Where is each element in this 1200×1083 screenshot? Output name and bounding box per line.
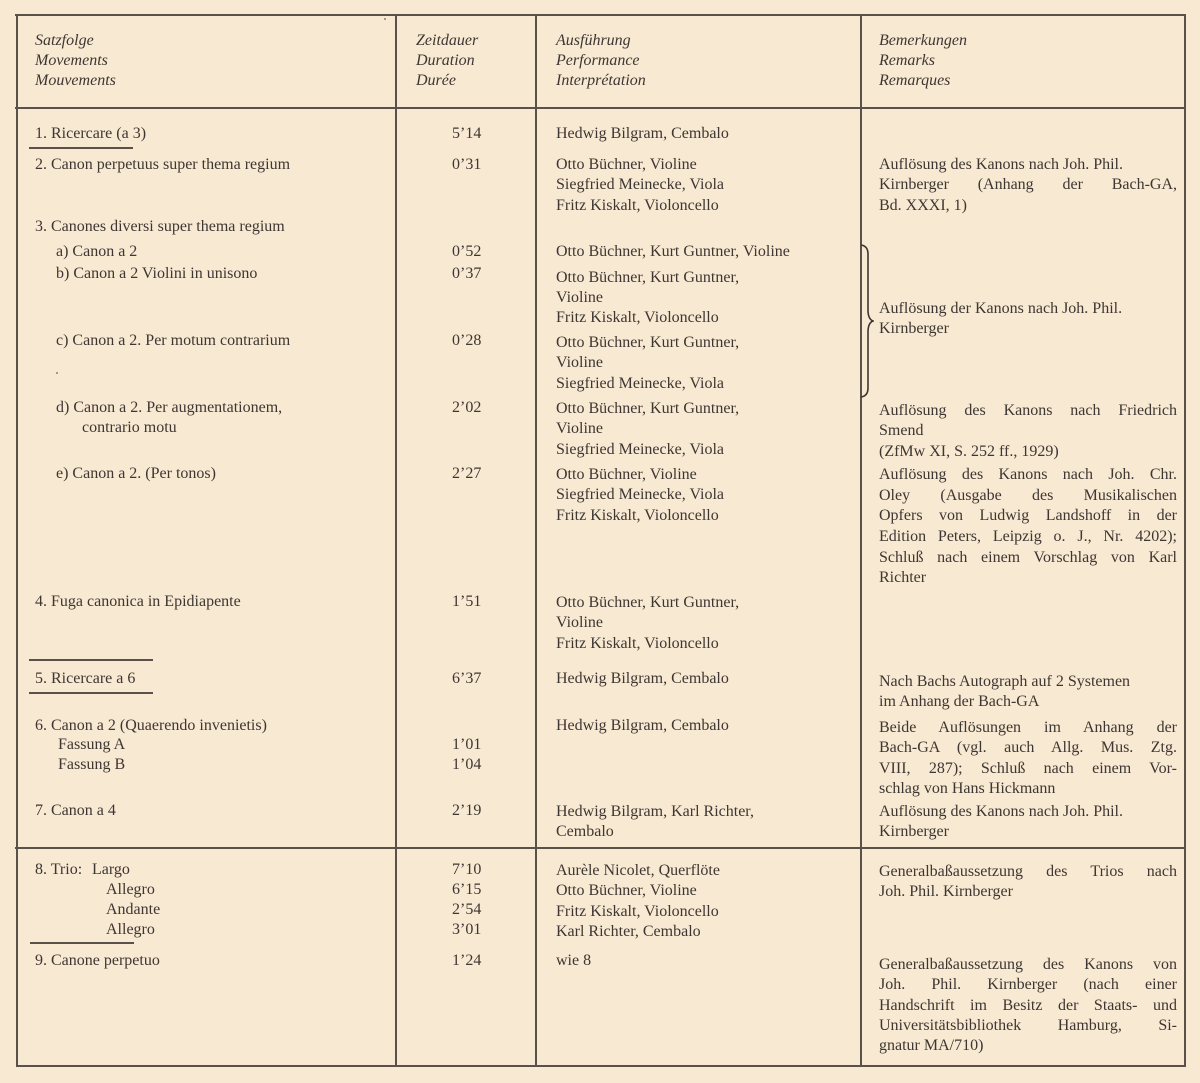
performer: Hedwig Bilgram, Cembalo (556, 717, 729, 734)
duration: 5’14 (452, 125, 482, 142)
duration: 7’10 (452, 861, 482, 878)
sub-movement-title: c) Canon a 2. Per motum contrarium (56, 332, 291, 349)
performer: Otto Büchner, Kurt Guntner, Violine (556, 243, 790, 260)
performer: Violine (556, 420, 604, 437)
duration: 2’27 (452, 465, 482, 482)
performer: Fritz Kiskalt, Violoncello (556, 197, 719, 214)
tempo-label: Allegro (106, 921, 155, 938)
version-label: Fassung B (58, 756, 126, 773)
remark-line: Schluß nach einem Vorschlag von Karl (879, 549, 1177, 566)
duration: 1’01 (452, 736, 482, 753)
tempo-label: Allegro (106, 881, 155, 898)
curly-brace-icon (858, 244, 874, 398)
movement-title: 1. Ricercare (a 3) (35, 125, 147, 142)
duration: 1’51 (452, 593, 482, 610)
remark-line: Generalbaßaussetzung des Kanons von (879, 956, 1177, 973)
duration: 1’24 (452, 952, 482, 969)
tempo-label: Largo (92, 861, 130, 878)
duration: 1’04 (452, 756, 482, 773)
header-remarks-de: Bemerkungen (879, 32, 967, 49)
performer: Fritz Kiskalt, Violoncello (556, 635, 719, 652)
movement-title: 4. Fuga canonica in Epidiapente (35, 593, 241, 610)
sub-movement-title: d) Canon a 2. Per augmentationem, (56, 399, 283, 416)
remark-line: Universitätsbibliothek Hamburg, Si- (879, 1017, 1177, 1034)
remark-line: Edition Peters, Leipzig o. J., Nr. 4202); (879, 528, 1177, 545)
header-movements-de: Satzfolge (35, 32, 94, 49)
performer: Aurèle Nicolet, Querflöte (556, 862, 720, 879)
sub-movement-title: e) Canon a 2. (Per tonos) (56, 465, 216, 482)
movement-title: 7. Canon a 4 (35, 802, 116, 819)
performer: Hedwig Bilgram, Cembalo (556, 125, 729, 142)
performer: Otto Büchner, Violine (556, 466, 697, 483)
remark-line: Bach-GA (vgl. auch Allg. Mus. Ztg. (879, 739, 1177, 756)
performer: wie 8 (556, 952, 592, 969)
remark-line: Kirnberger (Anhang der Bach-GA, (879, 176, 1177, 193)
performer: Cembalo (556, 823, 614, 840)
remark-line: Beide Auflösungen im Anhang der (879, 719, 1177, 736)
performer: Violine (556, 354, 604, 371)
remark-line: Auflösung des Kanons nach Friedrich (879, 402, 1177, 419)
section-underline (30, 942, 134, 944)
header-performance-de: Ausführung (556, 32, 631, 49)
performer: Violine (556, 289, 604, 306)
header-duration-fr: Durée (416, 72, 456, 89)
remark-line: Kirnberger (879, 823, 949, 840)
header-remarks-en: Remarks (879, 52, 935, 69)
duration: 0’52 (452, 243, 482, 260)
remark-line: im Anhang der Bach-GA (879, 693, 1040, 710)
duration: 3’01 (452, 921, 482, 938)
section-overline (29, 659, 153, 661)
remark-line: Auflösung des Kanons nach Joh. Phil. (879, 156, 1123, 173)
performer: Otto Büchner, Kurt Guntner, (556, 594, 740, 611)
header-movements-en: Movements (35, 52, 108, 69)
remark-line: Bd. XXXI, 1) (879, 197, 967, 214)
movement-title: 6. Canon a 2 (Quaerendo invenietis) (35, 717, 267, 734)
performer: Hedwig Bilgram, Cembalo (556, 670, 729, 687)
header-remarks-fr: Remarques (879, 72, 951, 89)
remark-line: Handschrift im Besitz der Staats- und (879, 997, 1177, 1014)
paper-speck (56, 372, 58, 374)
remark-line: Oley (Ausgabe des Musikalischen (879, 487, 1177, 504)
performer: Karl Richter, Cembalo (556, 923, 701, 940)
sub-movement-title: b) Canon a 2 Violini in unisono (56, 265, 258, 282)
remark-line: Generalbaßaussetzung des Trios nach (879, 863, 1177, 880)
remark-line: Joh. Phil. Kirnberger (879, 883, 1013, 900)
header-performance-en: Performance (556, 52, 640, 69)
section-underline (29, 147, 133, 149)
remark-line: Kirnberger (879, 320, 949, 337)
performer: Otto Büchner, Violine (556, 882, 697, 899)
performer: Hedwig Bilgram, Karl Richter, (556, 803, 754, 820)
performer: Otto Büchner, Kurt Guntner, (556, 334, 740, 351)
paper-speck (384, 18, 386, 20)
performer: Otto Büchner, Kurt Guntner, (556, 269, 740, 286)
performer: Fritz Kiskalt, Violoncello (556, 507, 719, 524)
performer: Violine (556, 614, 604, 631)
remark-line: (ZfMw XI, S. 252 ff., 1929) (879, 443, 1059, 460)
version-label: Fassung A (58, 736, 126, 753)
duration: 2’02 (452, 399, 482, 416)
duration: 6’37 (452, 670, 482, 687)
remark-line: Auflösung des Kanons nach Joh. Phil. (879, 803, 1123, 820)
remark-line: Nach Bachs Autograph auf 2 Systemen (879, 673, 1131, 690)
performer: Siegfried Meinecke, Viola (556, 176, 725, 193)
remark-line: VIII, 287); Schluß nach einem Vor- (879, 760, 1177, 777)
movement-title: 3. Canones diversi super thema regium (35, 218, 285, 235)
duration: 2’19 (452, 802, 482, 819)
sub-movement-title: a) Canon a 2 (56, 243, 138, 260)
section-divider (15, 847, 1186, 849)
movement-title: 5. Ricercare a 6 (35, 670, 136, 687)
column-divider-performance (535, 14, 537, 1067)
tempo-label: Andante (106, 901, 161, 918)
performer: Otto Büchner, Kurt Guntner, (556, 400, 740, 417)
header-performance-fr: Interprétation (556, 72, 646, 89)
table-top-border (15, 14, 1186, 16)
remark-line: Opfers von Ludwig Landshoff in der (879, 507, 1177, 524)
performer: Fritz Kiskalt, Violoncello (556, 903, 719, 920)
remark-line: Joh. Phil. Kirnberger (nach einer (879, 976, 1177, 993)
sub-movement-title: contrario motu (82, 419, 177, 436)
remark-line: schlag von Hans Hickmann (879, 780, 1056, 797)
remark-line: gnatur MA/710) (879, 1037, 984, 1054)
duration: 0’31 (452, 156, 482, 173)
movement-title: 2. Canon perpetuus super thema regium (35, 156, 291, 173)
column-divider-duration (395, 14, 397, 1067)
column-divider-remarks (860, 14, 862, 1067)
remark-line: Auflösung des Kanons nach Joh. Chr. (879, 466, 1177, 483)
remark-line: Smend (879, 422, 924, 439)
table-left-border (16, 14, 18, 1067)
header-movements-fr: Mouvements (35, 72, 116, 89)
table-bottom-border (17, 1065, 1186, 1067)
section-underline (29, 692, 153, 694)
header-duration-de: Zeitdauer (416, 32, 479, 49)
duration: 2’54 (452, 901, 482, 918)
header-duration-en: Duration (416, 52, 475, 69)
performer: Otto Büchner, Violine (556, 156, 697, 173)
duration: 0’28 (452, 332, 482, 349)
remark-line: Auflösung der Kanons nach Joh. Phil. (879, 300, 1123, 317)
performer: Fritz Kiskalt, Violoncello (556, 309, 719, 326)
movement-title: 9. Canone perpetuo (35, 952, 160, 969)
duration: 0’37 (452, 265, 482, 282)
duration: 6’15 (452, 881, 482, 898)
remark-line: Richter (879, 569, 927, 586)
performer: Siegfried Meinecke, Viola (556, 375, 725, 392)
performer: Siegfried Meinecke, Viola (556, 486, 725, 503)
header-bottom-border (15, 107, 1186, 109)
performer: Siegfried Meinecke, Viola (556, 441, 725, 458)
table-right-border (1184, 14, 1186, 1067)
movement-title: 8. Trio: (35, 861, 83, 878)
